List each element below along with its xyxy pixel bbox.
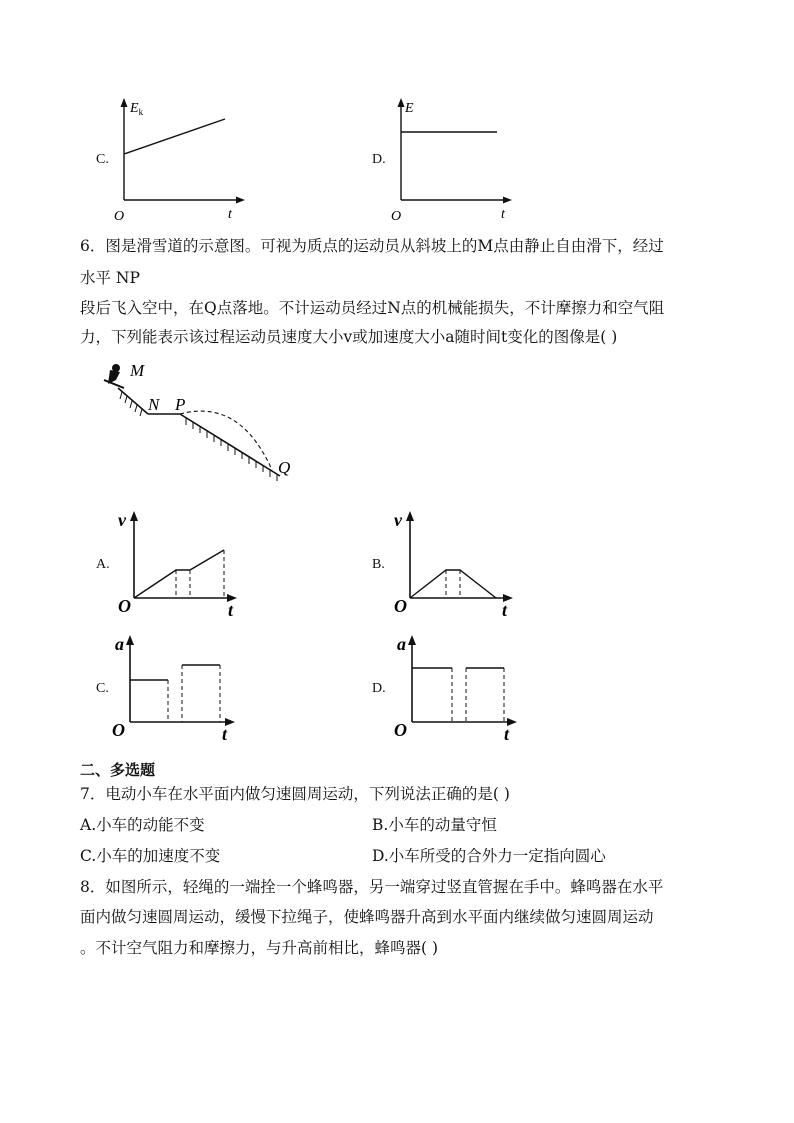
q6-option-d-label: D. [372, 681, 386, 696]
q7-option-c: C.小车的加速度不变 [80, 847, 221, 865]
y-axis-label: a [115, 634, 124, 654]
x-axis-arrow [236, 197, 245, 204]
y-axis-label: v [118, 510, 126, 530]
origin-label: O [391, 209, 402, 224]
x-axis-label: t [228, 207, 232, 222]
y-axis-arrow [406, 511, 414, 521]
flight-trajectory [180, 411, 272, 470]
q7-stem: 7．电动小车在水平面内做匀速圆周运动，下列说法正确的是( ) [80, 785, 510, 803]
point-m-label: M [130, 361, 145, 380]
y-axis-arrow [121, 98, 128, 107]
v-curve [134, 550, 224, 598]
q8-line-3: 。不计空气阻力和摩擦力，与升高前相比，蜂鸣器( ) [80, 939, 439, 957]
y-axis-arrow [408, 635, 416, 645]
skier-icon [104, 364, 124, 388]
origin-label: O [114, 209, 125, 224]
y-axis-label: a [397, 634, 406, 654]
q5-option-c-label: C. [96, 152, 109, 167]
ek-line [124, 119, 225, 154]
q6-ski-slope-diagram [100, 358, 300, 488]
x-axis-label: t [504, 724, 510, 744]
q6-option-a-label: A. [96, 557, 110, 572]
point-n-label: N [148, 395, 160, 414]
q5-option-d-label: D. [372, 152, 386, 167]
q6-line-4: 力，下列能表示该过程运动员速度大小v或加速度大小a随时间t变化的图像是( ) [80, 328, 618, 346]
origin-label: O [394, 596, 407, 616]
x-axis-label: t [502, 600, 508, 620]
slope-mn [118, 388, 148, 414]
q6-line-2: 水平 NP [80, 269, 140, 287]
x-axis-label: t [228, 600, 234, 620]
q8-line-2: 面内做匀速圆周运动，缓慢下拉绳子，使蜂鸣器升高到水平面内继续做匀速圆周运动 [80, 908, 654, 926]
q5-graph-d [387, 98, 527, 228]
v-curve [410, 570, 496, 598]
x-axis-label: t [222, 724, 228, 744]
q6-option-c-label: C. [96, 681, 109, 696]
q7-option-a: A.小车的动能不变 [80, 816, 205, 834]
origin-label: O [118, 596, 131, 616]
origin-label: O [394, 720, 407, 740]
point-q-label: Q [278, 458, 291, 477]
x-axis-label: t [501, 207, 505, 222]
y-axis-label: v [394, 510, 402, 530]
hatch-marks-1 [120, 392, 142, 416]
y-axis-arrow [398, 98, 405, 107]
q7-option-b: B.小车的动量守恒 [372, 816, 497, 834]
hatch-marks-2 [186, 418, 277, 481]
section-title-multiple-choice: 二、多选题 [80, 761, 156, 779]
y-axis-label: E [405, 101, 414, 116]
y-axis-arrow [126, 635, 134, 645]
q6-option-b-label: B. [372, 557, 385, 572]
q6-line-3: 段后飞入空中，在Q点落地。不计运动员经过N点的机械能损失，不计摩擦力和空气阻 [80, 299, 665, 317]
y-axis-label: $E_k$ [130, 101, 144, 117]
q8-line-1: 8．如图所示，轻绳的一端拴一个蜂鸣器，另一端穿过竖直管握在手中。蜂鸣器在水平 [80, 878, 664, 896]
q6-graph-c [112, 634, 252, 744]
q6-line-1: 6．图是滑雪道的示意图。可视为质点的运动员从斜坡上的M点由静止自由滑下，经过 [80, 237, 664, 255]
y-axis-arrow [130, 511, 138, 521]
slope-pq [180, 414, 280, 476]
point-p-label: P [175, 395, 186, 414]
q6-graph-d [394, 634, 534, 744]
origin-label: O [112, 720, 125, 740]
q6-graph-b [390, 510, 530, 620]
q7-option-d: D.小车所受的合外力一定指向圆心 [372, 847, 606, 865]
q5-graph-c [110, 98, 250, 228]
q6-graph-a [114, 510, 254, 620]
x-axis-arrow [503, 197, 512, 204]
